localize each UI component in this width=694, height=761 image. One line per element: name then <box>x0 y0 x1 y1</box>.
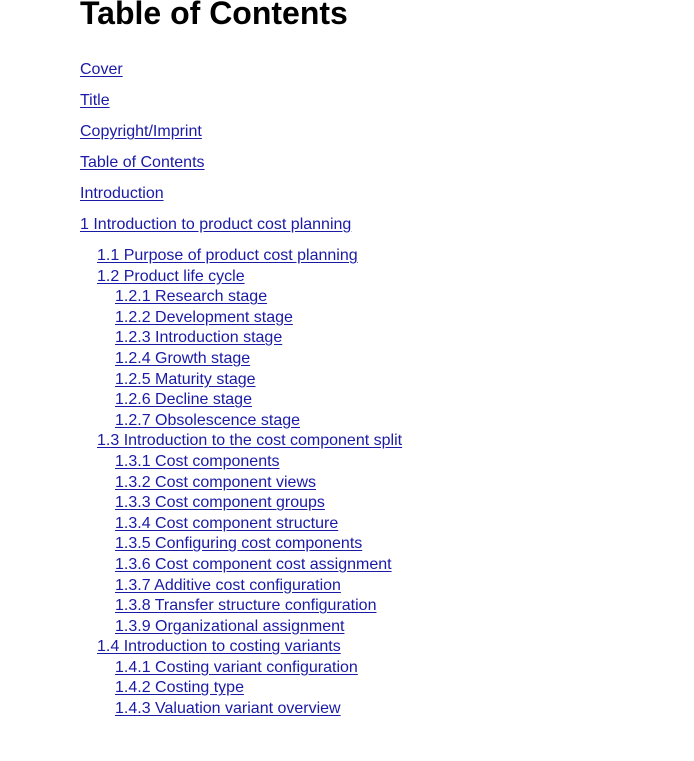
toc-link[interactable]: 1.4.1 Costing variant configuration <box>115 658 358 676</box>
toc-entry <box>80 431 402 452</box>
toc-link[interactable]: 1.2.2 Development stage <box>115 308 293 326</box>
toc-link[interactable]: 1.2.6 Decline stage <box>115 391 252 409</box>
toc-link[interactable]: 1.4 Introduction to costing variants <box>97 638 341 656</box>
toc-entry <box>80 267 402 288</box>
toc-link[interactable]: 1.4.3 Valuation variant overview <box>115 700 341 718</box>
toc-entry <box>80 60 402 91</box>
toc-entry <box>80 699 402 720</box>
page-title: Table of Contents <box>80 0 348 31</box>
toc-link[interactable]: 1.3.2 Cost component views <box>115 473 316 491</box>
toc-link[interactable]: 1.2.3 Introduction stage <box>115 329 283 347</box>
toc-entry <box>80 452 402 473</box>
toc-link[interactable]: 1.1 Purpose of product cost planning <box>97 247 358 264</box>
toc-link[interactable]: 1.2.4 Growth stage <box>115 349 251 367</box>
toc-link[interactable]: 1.3.8 Transfer structure configuration <box>115 597 377 615</box>
toc-link[interactable]: Cover <box>80 61 123 78</box>
toc-link[interactable]: 1.3 Introduction to the cost component split <box>97 432 403 450</box>
toc-entry <box>80 91 402 122</box>
toc-entry <box>80 678 402 699</box>
toc-link[interactable]: 1 Introduction to product cost planning <box>80 216 352 233</box>
toc-entry <box>80 596 402 617</box>
toc-link[interactable]: 1.4.2 Costing type <box>115 679 244 697</box>
toc-entry <box>80 215 402 246</box>
toc-entry <box>80 617 402 638</box>
toc-entry <box>80 153 402 184</box>
toc-link[interactable]: 1.3.1 Cost components <box>115 452 280 470</box>
toc-link[interactable]: 1.2.5 Maturity stage <box>115 370 256 388</box>
toc-link[interactable]: Table of Contents <box>80 154 205 171</box>
toc-entry <box>80 246 402 267</box>
toc-entry <box>80 493 402 514</box>
document-page <box>80 0 680 718</box>
toc-entry <box>80 287 402 308</box>
toc-link[interactable]: 1.3.4 Cost component structure <box>115 514 339 532</box>
toc-entry <box>80 184 402 215</box>
toc-entry <box>80 514 402 535</box>
toc-link[interactable]: 1.3.6 Cost component cost assignment <box>115 555 392 573</box>
toc-link[interactable]: Copyright/Imprint <box>80 123 202 140</box>
toc-link[interactable]: 1.3.7 Additive cost configuration <box>115 576 341 594</box>
toc-link[interactable]: 1.3.3 Cost component groups <box>115 494 325 512</box>
toc-entry <box>80 370 402 391</box>
toc-entry <box>80 534 402 555</box>
toc-entry <box>80 308 402 329</box>
toc-entry <box>80 576 402 597</box>
toc-link[interactable]: 1.3.5 Configuring cost components <box>115 535 363 553</box>
toc-link[interactable]: 1.2.7 Obsolescence stage <box>115 411 301 429</box>
toc-entry <box>80 555 402 576</box>
toc-entry <box>80 411 402 432</box>
toc-entry <box>80 390 402 411</box>
toc-entry <box>80 328 402 349</box>
toc-entry <box>80 122 402 153</box>
toc-link[interactable]: 1.3.9 Organizational assignment <box>115 617 345 635</box>
table-of-contents-list <box>80 60 402 720</box>
toc-entry <box>80 473 402 494</box>
toc-link[interactable]: Introduction <box>80 185 164 202</box>
toc-entry <box>80 349 402 370</box>
toc-link[interactable]: 1.2.1 Research stage <box>115 288 268 306</box>
toc-link[interactable]: 1.2 Product life cycle <box>97 267 245 285</box>
toc-entry <box>80 658 402 679</box>
toc-entry <box>80 637 402 658</box>
toc-link[interactable]: Title <box>80 92 110 109</box>
